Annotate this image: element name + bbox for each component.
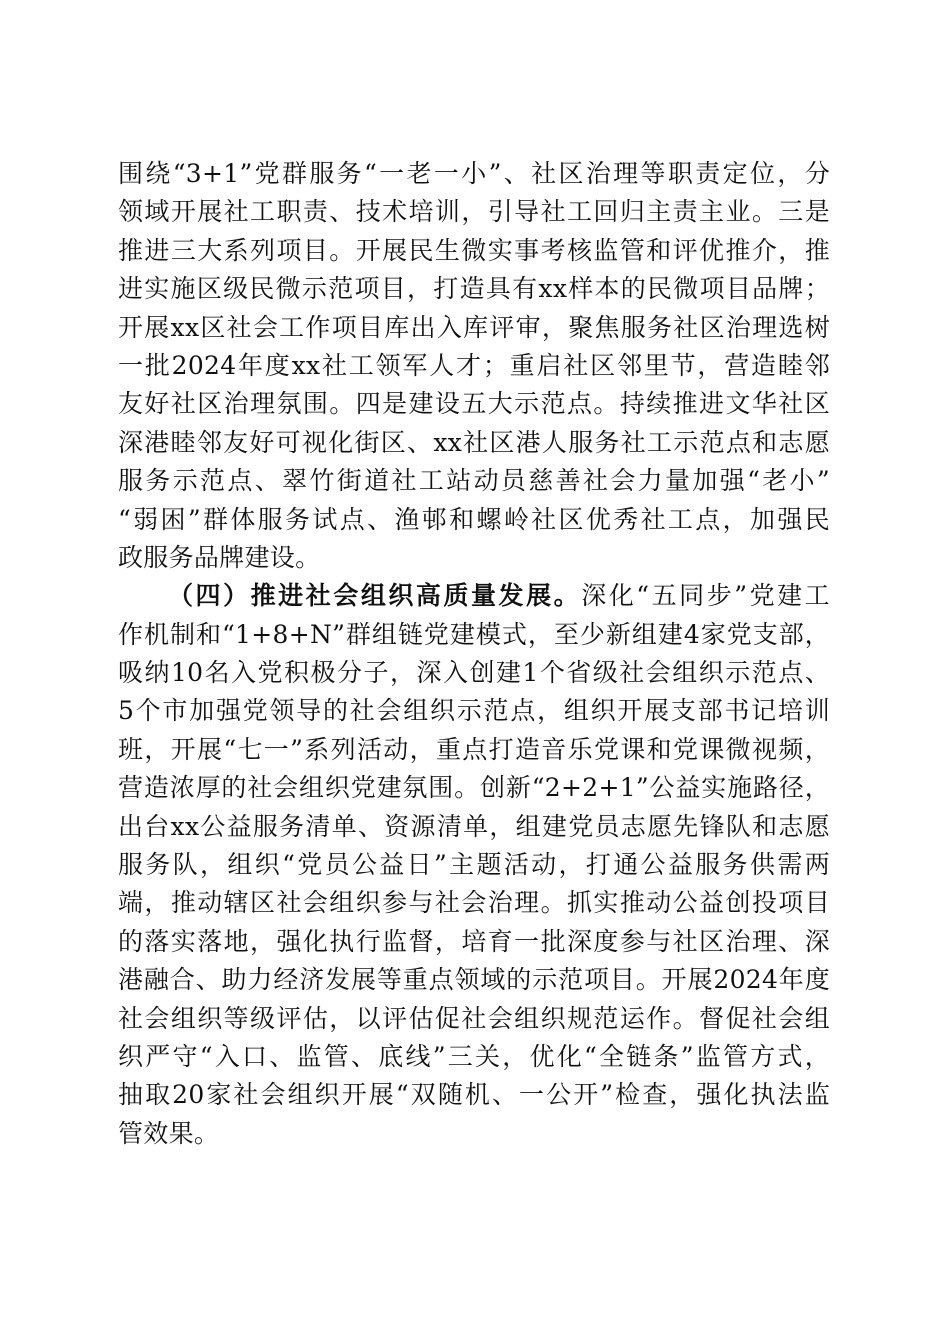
paragraph-line: 的落实落地，强化执行监督，培育一批深度参与社区治理、深 [118,926,830,956]
paragraph-line: 班，开展“七一”系列活动，重点打造音乐党课和党课微视频， [118,734,830,764]
paragraph-line: 一批2024年度xx社工领军人才；重启社区邻里节，营造睦邻 [118,350,830,380]
paragraph-line: 营造浓厚的社会组织党建氛围。创新“2+2+1”公益实施路径， [118,773,830,803]
paragraph-line: 服务示范点、翠竹街道社工站动员慈善社会力量加强“老小” [118,466,830,496]
paragraph-first-line [118,577,830,615]
paragraph-line: 围绕“3+1”党群服务“一老一小”、社区治理等职责定位，分 [118,159,830,188]
paragraph-line: 领域开展社工职责、技术培训，引导社工回归主责主业。三是 [118,197,830,227]
paragraph-line: 政服务品牌建设。 [118,542,321,572]
paragraph-line: 友好社区治理氛围。四是建设五大示范点。持续推进文华社区 [118,389,830,419]
paragraph-line: 推进三大系列项目。开展民生微实事考核监管和评优推介，推 [118,235,830,265]
paragraph-line: 开展xx区社会工作项目库出入库评审，聚焦服务社区治理选树 [118,312,830,342]
paragraph-line: 服务队，组织“党员公益日”主题活动，打通公益服务供需两 [118,850,830,880]
paragraph-line: “弱困”群体服务试点、渔邨和螺岭社区优秀社工点，加强民 [118,504,830,534]
paragraph-line: 吸纳10名入党积极分子，深入创建1个省级社会组织示范点、 [118,658,830,688]
paragraph-line: 社会组织等级评估，以评估促社会组织规范运作。督促社会组 [118,1003,830,1033]
paragraph-line: 端，推动辖区社会组织参与社会治理。抓实推动公益创投项目 [118,888,830,918]
paragraph-2 [118,577,830,1153]
heading-line-rest: 深化“五同步”党建工 [581,581,830,611]
paragraph-line: 织严守“入口、监管、底线”三关，优化“全链条”监管方式， [118,1041,830,1071]
section-heading: （四）推进社会组织高质量发展。 [168,581,582,611]
paragraph-line: 抽取20家社会组织开展“双随机、一公开”检查，强化执法监 [118,1080,830,1110]
paragraph-line: 港融合、助力经济发展等重点领域的示范项目。开展2024年度 [118,965,830,995]
paragraph-line: 出台xx公益服务清单、资源清单，组建党员志愿先锋队和志愿 [118,811,830,841]
document-body [118,155,830,1153]
paragraph-line: 进实施区级民微示范项目，打造具有xx样本的民微项目品牌； [118,274,830,304]
paragraph-line: 5个市加强党领导的社会组织示范点，组织开展支部书记培训 [118,696,830,726]
paragraph-line: 深港睦邻友好可视化街区、xx社区港人服务社工示范点和志愿 [118,427,830,457]
paragraph-1 [118,155,830,577]
paragraph-line: 作机制和“1+8+N”群组链党建模式，至少新组建4家党支部， [118,619,830,649]
paragraph-line: 管效果。 [118,1118,220,1148]
